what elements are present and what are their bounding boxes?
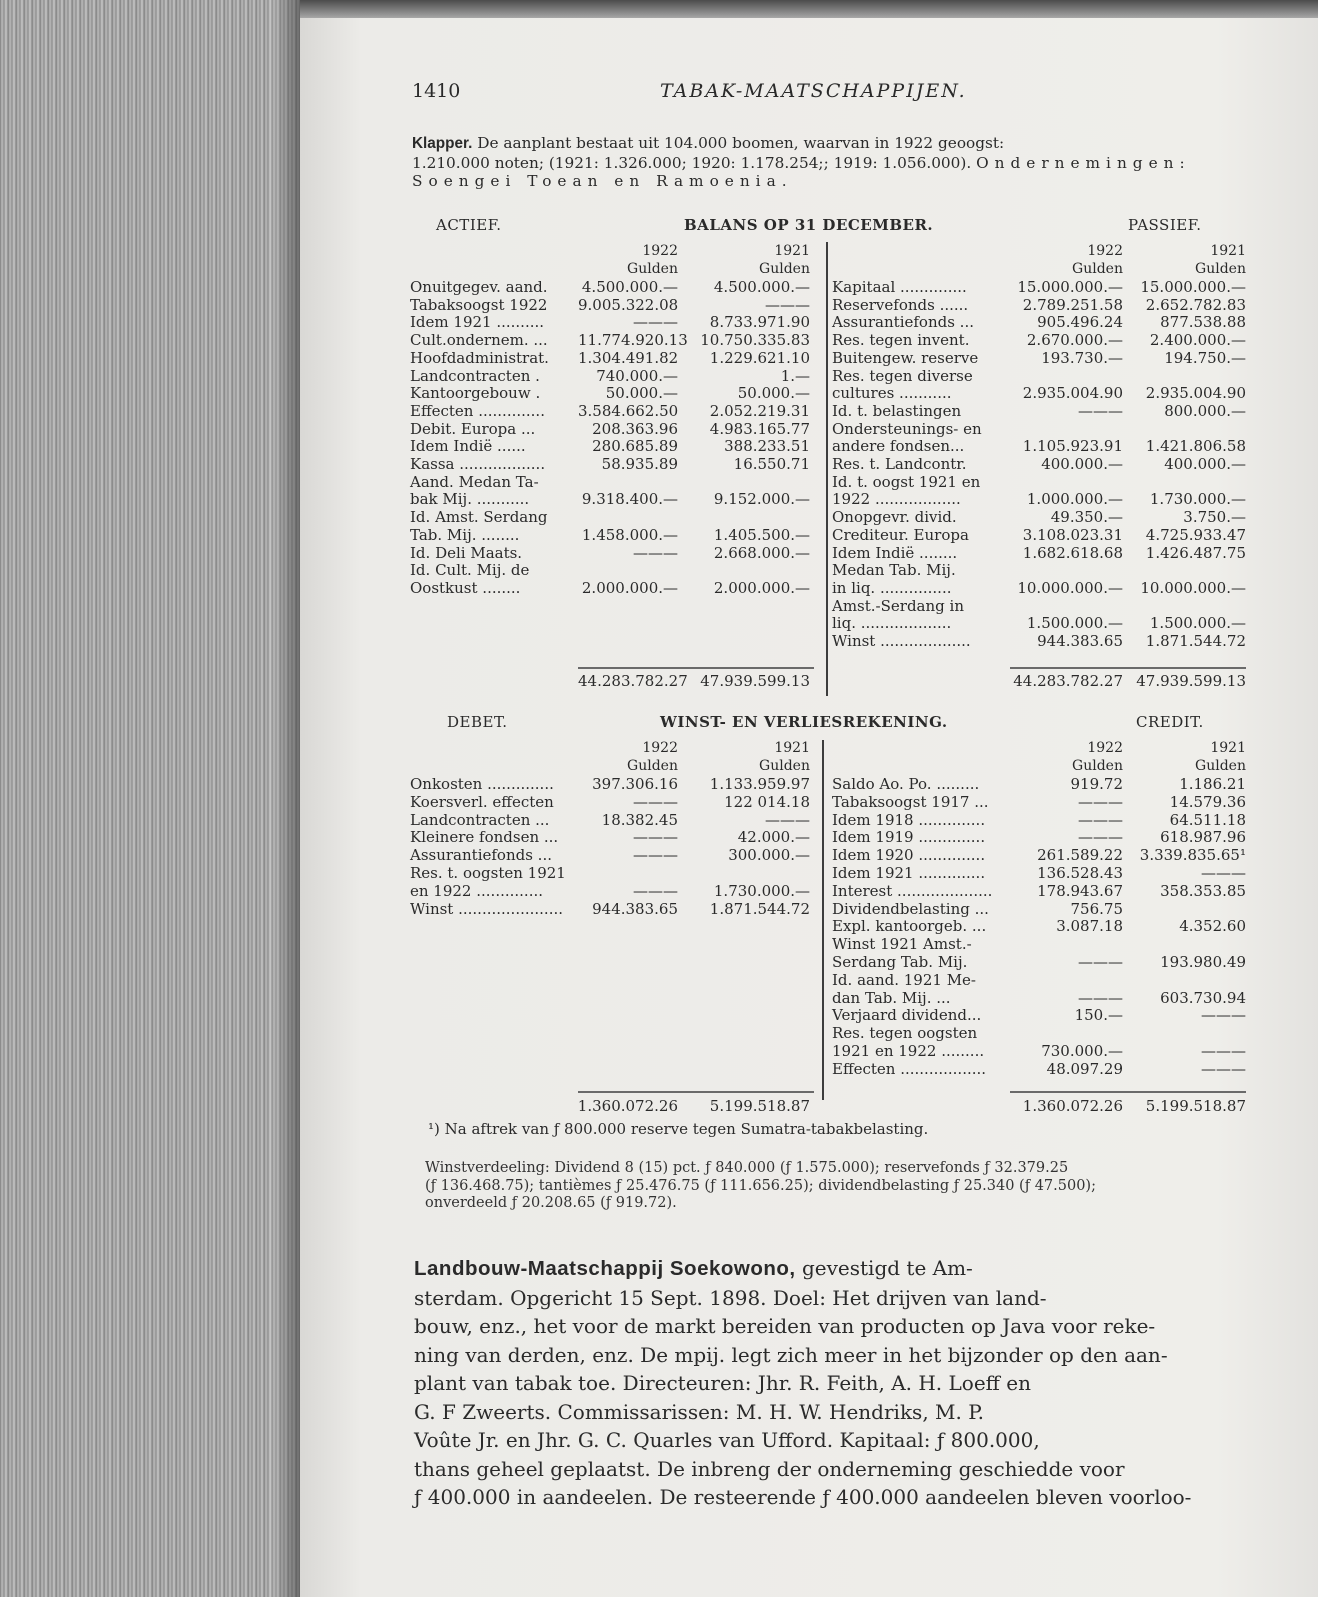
- balans-total-rule-left: [578, 667, 814, 669]
- passief-row-value-1921: 800.000.—: [1164, 401, 1246, 420]
- credit-row-value-1922: 3.087.18: [1056, 917, 1123, 936]
- actief-row-label: Landcontracten .: [410, 366, 540, 385]
- intro-line1: De aanplant bestaat uit 104.000 boomen, waarvan in 1922 geoogst:: [472, 134, 1005, 152]
- passief-row-label: Res. t. Landcontr.: [832, 455, 967, 473]
- debet-row-label: Onkosten ..............: [410, 775, 554, 793]
- actief-row-label: Onuitgegev. aand.: [410, 278, 548, 296]
- passief-row-value-1921: 2.400.000.—: [1149, 331, 1246, 350]
- credit-row-value-1921: 618.987.96: [1160, 828, 1246, 847]
- passief-row-value-1921: 1.500.000.—: [1149, 614, 1246, 633]
- balans-unit-left-1: Gulden: [627, 261, 678, 277]
- company-line: ƒ 400.000 in aandeelen. De resteerende ƒ 400.000 aandeelen bleven voorloo-: [414, 1485, 1192, 1509]
- passief-row-label: andere fondsen...: [832, 437, 965, 456]
- balans-unit-left-2: Gulden: [759, 261, 810, 277]
- balans-total-1921-left: 47.939.599.13: [700, 672, 810, 690]
- passief-row-value-1922: 905.496.24: [1037, 313, 1123, 332]
- debet-row-value-1921: 1.730.000.—: [713, 881, 810, 900]
- passief-row-label: Res. tegen invent.: [832, 331, 970, 350]
- passief-row-value-1922: 2.935.004.90: [1022, 384, 1123, 403]
- wv-unit-left-2: Gulden: [759, 758, 810, 774]
- credit-row-value-1921: 603.730.94: [1160, 988, 1246, 1007]
- passief-row-value-1922: 49.350.—: [1050, 508, 1123, 527]
- passief-row-value-1922: 1.682.618.68: [1022, 543, 1123, 562]
- actief-row-value-1921: ———: [765, 295, 810, 314]
- wv-year-1922-right: 1922: [1087, 740, 1123, 756]
- balans-year-1921-left: 1921: [774, 243, 810, 259]
- company-line: plant van tabak toe. Directeuren: Jhr. R. Feith, A. H. Loeff en: [414, 1371, 1031, 1395]
- passief-row-value-1921: 194.750.—: [1164, 348, 1246, 367]
- actief-row-value-1921: 8.733.971.90: [709, 313, 810, 332]
- actief-row-value-1922: 9.005.322.08: [578, 295, 679, 314]
- credit-row-value-1922: ———: [1078, 810, 1123, 829]
- actief-row-label: bak Mij. ...........: [410, 490, 530, 509]
- credit-row-label: Winst 1921 Amst.-: [832, 935, 972, 954]
- credit-row-label: Idem 1921 ..............: [832, 864, 986, 882]
- book-page-edges: [0, 0, 300, 1597]
- debet-row-value-1921: 300.000.—: [728, 846, 810, 865]
- passief-row-value-1921: 1.421.806.58: [1145, 437, 1246, 456]
- actief-row-value-1922: 2.000.000.—: [581, 578, 678, 597]
- actief-row-value-1921: 10.750.335.83: [700, 331, 810, 350]
- credit-row-label: Id. aand. 1921 Me-: [832, 970, 976, 989]
- debet-row-value-1922: ———: [633, 881, 678, 900]
- debet-row-label: Kleinere fondsen ...: [410, 828, 559, 847]
- wv-total-1921-right: 5.199.518.87: [1145, 1097, 1246, 1115]
- actief-row-value-1921: 1.405.500.—: [713, 525, 810, 544]
- actief-row-label: Hoofdadministrat.: [410, 348, 549, 367]
- actief-row-value-1922: 208.363.96: [592, 419, 678, 438]
- actief-row-label: Idem 1921 ..........: [410, 313, 545, 332]
- credit-row-value-1922: ———: [1078, 792, 1123, 811]
- credit-row-value-1922: 756.75: [1070, 899, 1123, 918]
- passief-row-value-1922: 3.108.023.31: [1022, 525, 1123, 544]
- actief-row-value-1922: ———: [633, 543, 678, 562]
- actief-row-label: Debit. Europa ...: [410, 419, 536, 438]
- company-line: G. F Zweerts. Commissarissen: M. H. W. Hendriks, M. P.: [414, 1399, 984, 1424]
- balans-year-1922-right: 1922: [1087, 243, 1123, 259]
- actief-row-label: Kassa ..................: [410, 455, 546, 473]
- actief-row-label: Idem Indië ......: [410, 437, 526, 456]
- company-paragraph: [414, 1254, 1252, 1512]
- passief-row-value-1922: 1.000.000.—: [1026, 490, 1123, 509]
- actief-row-value-1921: 1.—: [780, 366, 810, 385]
- company-name: Landbouw-Maatschappij Soekowono,: [414, 1257, 796, 1280]
- wv-footnote: ¹) Na aftrek van ƒ 800.000 reserve tegen Sumatra-tabakbelasting.: [428, 1120, 929, 1138]
- credit-row-label: Interest ....................: [832, 881, 993, 900]
- wv-debet-label: DEBET.: [447, 713, 508, 731]
- actief-row-label: Id. Deli Maats.: [410, 543, 523, 562]
- passief-row-label: Buitengew. reserve: [832, 348, 979, 367]
- passief-row-value-1922: 1.500.000.—: [1026, 614, 1123, 633]
- passief-row-value-1922: 400.000.—: [1041, 455, 1123, 473]
- balans-passief-label: PASSIEF.: [1128, 216, 1202, 234]
- balans-divider: [826, 242, 828, 696]
- passief-row-label: Onopgevr. divid.: [832, 508, 957, 527]
- passief-row-label: Winst ...................: [832, 632, 971, 650]
- company-line: thans geheel geplaatst. De inbreng der onderneming geschiedde voor: [414, 1456, 1125, 1481]
- intro-ondernemingen: Ondernemingen:: [976, 153, 1191, 172]
- actief-row-value-1921: 9.152.000.—: [713, 490, 810, 509]
- passief-row-value-1922: 10.000.000.—: [1017, 578, 1123, 597]
- wv-unit-left-1: Gulden: [627, 758, 678, 774]
- credit-row-label: Dividendbelasting ...: [832, 899, 989, 918]
- passief-row-label: Medan Tab. Mij.: [832, 561, 956, 580]
- debet-row-value-1921: ———: [765, 810, 810, 829]
- credit-row-label: Idem 1920 ..............: [832, 846, 986, 865]
- actief-row-value-1921: 16.550.71: [733, 455, 810, 473]
- actief-row-value-1922: 1.304.491.82: [578, 348, 679, 367]
- passief-row-label: Id. t. oogst 1921 en: [832, 472, 981, 491]
- credit-row-value-1921: 64.511.18: [1169, 810, 1246, 829]
- debet-row-value-1921: 122 014.18: [724, 792, 810, 811]
- wv-unit-right-2: Gulden: [1195, 758, 1246, 774]
- debet-row-label: Koersverl. effecten: [410, 792, 554, 811]
- actief-row-label: Id. Cult. Mij. de: [410, 561, 530, 580]
- debet-row-value-1922: ———: [633, 828, 678, 847]
- actief-row-value-1921: 1.229.621.10: [709, 348, 810, 367]
- passief-row-label: liq. ...................: [832, 614, 952, 633]
- intro-line3: Soengei Toean en Ramoenia.: [412, 172, 793, 190]
- passief-row-value-1921: 15.000.000.—: [1140, 278, 1246, 296]
- credit-row-value-1922: 178.943.67: [1037, 881, 1123, 900]
- debet-row-value-1921: 1.133.959.97: [709, 775, 810, 793]
- passief-row-label: in liq. ...............: [832, 578, 952, 597]
- passief-row-value-1922: 2.789.251.58: [1022, 295, 1123, 314]
- balans-unit-right-2: Gulden: [1195, 261, 1246, 277]
- passief-row-value-1921: 4.725.933.47: [1145, 525, 1246, 544]
- debet-row-value-1922: ———: [633, 846, 678, 865]
- actief-row-value-1921: 4.500.000.—: [713, 278, 810, 296]
- credit-row-label: Idem 1919 ..............: [832, 828, 986, 847]
- passief-row-value-1922: ———: [1078, 401, 1123, 420]
- wv-credit-label: CREDIT.: [1136, 713, 1204, 731]
- passief-row-value-1921: 1.871.544.72: [1145, 632, 1246, 650]
- credit-row-label: dan Tab. Mij. ...: [832, 988, 951, 1007]
- credit-row-value-1921: 358.353.85: [1160, 881, 1246, 900]
- passief-row-value-1921: 400.000.—: [1164, 455, 1246, 473]
- passief-row-value-1922: 15.000.000.—: [1017, 278, 1123, 296]
- credit-row-label: Saldo Ao. Po. .........: [832, 775, 980, 793]
- actief-row-value-1921: 2.000.000.—: [713, 578, 810, 597]
- wv-total-rule-left: [578, 1091, 814, 1093]
- balans-total-1922-right: 44.283.782.27: [1013, 672, 1123, 690]
- credit-row-value-1922: 136.528.43: [1037, 864, 1123, 882]
- wv-title: WINST- EN VERLIESREKENING.: [660, 713, 948, 731]
- passief-row-label: cultures ...........: [832, 384, 952, 403]
- wv-total-rule-right: [1010, 1091, 1246, 1093]
- balans-actief-label: ACTIEF.: [436, 216, 502, 234]
- balans-year-1921-right: 1921: [1210, 243, 1246, 259]
- passief-row-label: Kapitaal ..............: [832, 278, 967, 296]
- balans-year-1922-left: 1922: [642, 243, 678, 259]
- actief-row-label: Oostkust ........: [410, 578, 521, 597]
- credit-row-label: Idem 1918 ..............: [832, 810, 986, 829]
- credit-row-value-1921: ———: [1201, 864, 1246, 882]
- actief-row-label: Effecten ..............: [410, 401, 545, 420]
- balans-unit-right-1: Gulden: [1072, 261, 1123, 277]
- actief-row-value-1921: 388.233.51: [724, 437, 810, 456]
- credit-row-value-1922: 150.—: [1074, 1006, 1123, 1025]
- klapper-intro: [412, 134, 1236, 191]
- credit-row-label: Res. tegen oogsten: [832, 1024, 978, 1043]
- actief-row-value-1922: 50.000.—: [605, 384, 678, 403]
- actief-row-value-1921: 4.983.165.77: [709, 419, 810, 438]
- page-number: 1410: [412, 80, 461, 102]
- passief-row-label: Idem Indië ........: [832, 543, 958, 562]
- company-line: Voûte Jr. en Jhr. G. C. Quarles van Ufford. Kapitaal: ƒ 800.000,: [414, 1428, 1040, 1452]
- credit-row-value-1922: ———: [1078, 953, 1123, 971]
- passief-row-value-1921: 2.935.004.90: [1145, 384, 1246, 403]
- winstverdeeling-line: onverdeeld ƒ 20.208.65 (ƒ 919.72).: [425, 1195, 677, 1211]
- credit-row-value-1921: ———: [1201, 1006, 1246, 1025]
- wv-year-1922-left: 1922: [642, 740, 678, 756]
- actief-row-label: Aand. Medan Ta-: [410, 472, 539, 491]
- passief-row-value-1921: 877.538.88: [1160, 313, 1246, 332]
- passief-row-label: Id. t. belastingen: [832, 401, 962, 420]
- passief-row-label: Crediteur. Europa: [832, 525, 969, 544]
- balans-total-1922-left: 44.283.782.27: [578, 672, 688, 690]
- winstverdeeling-line: Winstverdeeling: Dividend 8 (15) pct. ƒ 840.000 (ƒ 1.575.000); reservefonds ƒ 32.379.25: [425, 1160, 1069, 1176]
- balans-total-1921-right: 47.939.599.13: [1136, 672, 1246, 690]
- actief-row-label: Cult.ondernem. ...: [410, 331, 548, 350]
- credit-row-label: Serdang Tab. Mij.: [832, 953, 968, 971]
- passief-row-label: 1922 ..................: [832, 490, 961, 509]
- balans-title: BALANS OP 31 DECEMBER.: [684, 216, 934, 234]
- debet-row-value-1921: 1.871.544.72: [709, 899, 810, 918]
- credit-row-value-1921: ———: [1201, 1059, 1246, 1078]
- intro-lead: Klapper.: [412, 135, 473, 152]
- winstverdeeling-line: (ƒ 136.468.75); tantièmes ƒ 25.476.75 (ƒ 111.656.25); dividendbelasting ƒ 25.340 (ƒ 47.500);: [425, 1177, 1096, 1194]
- company-line: bouw, enz., het voor de markt bereiden van producten op Java voor reke-: [414, 1314, 1156, 1338]
- actief-row-value-1922: 3.584.662.50: [578, 401, 679, 420]
- actief-row-value-1922: 58.935.89: [601, 455, 678, 473]
- company-line: ning van derden, enz. De mpij. legt zich meer in het bijzonder op den aan-: [414, 1342, 1168, 1367]
- actief-row-label: Tab. Mij. ........: [410, 525, 520, 544]
- actief-row-value-1922: 1.458.000.—: [581, 525, 678, 544]
- credit-row-value-1921: 14.579.36: [1169, 792, 1246, 811]
- passief-row-label: Res. tegen diverse: [832, 366, 973, 385]
- balans-total-rule-right: [1010, 667, 1246, 669]
- company-line: gevestigd te Am-: [795, 1256, 973, 1280]
- passief-row-label: Reservefonds ......: [832, 295, 969, 314]
- debet-row-label: Res. t. oogsten 1921: [410, 864, 566, 882]
- passief-row-label: Amst.-Serdang in: [832, 596, 964, 615]
- debet-row-value-1921: 42.000.—: [737, 828, 810, 847]
- actief-row-value-1922: 740.000.—: [596, 366, 678, 385]
- winstverdeeling: [425, 1160, 1235, 1213]
- wv-total-1921-left: 5.199.518.87: [709, 1097, 810, 1115]
- passief-row-label: Ondersteunings- en: [832, 419, 982, 438]
- actief-row-value-1922: 11.774.920.13: [578, 331, 688, 350]
- passief-row-value-1922: 193.730.—: [1041, 348, 1123, 367]
- credit-row-label: Expl. kantoorgeb. ...: [832, 917, 987, 936]
- passief-row-value-1921: 10.000.000.—: [1140, 578, 1246, 597]
- credit-row-value-1922: ———: [1078, 988, 1123, 1007]
- actief-row-value-1922: 280.685.89: [592, 437, 678, 456]
- debet-row-label: Winst ......................: [410, 899, 564, 918]
- wv-divider: [822, 740, 824, 1100]
- credit-row-value-1921: 3.339.835.65¹: [1139, 846, 1246, 865]
- actief-row-value-1921: 2.668.000.—: [713, 543, 810, 562]
- company-line: sterdam. Opgericht 15 Sept. 1898. Doel: Het drijven van land-: [414, 1285, 1047, 1310]
- actief-row-value-1922: ———: [633, 313, 678, 332]
- debet-row-value-1922: 944.383.65: [592, 899, 678, 918]
- wv-total-1922-right: 1.360.072.26: [1022, 1097, 1123, 1115]
- debet-row-value-1922: 18.382.45: [601, 810, 678, 829]
- passief-row-value-1921: 1.426.487.75: [1145, 543, 1246, 562]
- passief-row-value-1922: 944.383.65: [1037, 632, 1123, 650]
- credit-row-value-1922: ———: [1078, 828, 1123, 847]
- actief-row-value-1921: 50.000.—: [737, 384, 810, 403]
- credit-row-label: Verjaard dividend...: [832, 1006, 982, 1025]
- wv-total-1922-left: 1.360.072.26: [577, 1097, 678, 1115]
- intro-line2: 1.210.000 noten; (1921: 1.326.000; 1920: 1.178.254;; 1919: 1.056.000).: [412, 153, 977, 172]
- credit-row-value-1922: 730.000.—: [1041, 1042, 1123, 1060]
- debet-row-label: Assurantiefonds ...: [410, 846, 552, 865]
- passief-row-value-1922: 2.670.000.—: [1026, 331, 1123, 350]
- passief-row-value-1921: 1.730.000.—: [1149, 490, 1246, 509]
- wv-year-1921-left: 1921: [774, 740, 810, 756]
- credit-row-label: Tabaksoogst 1917 ...: [832, 792, 989, 811]
- debet-row-label: Landcontracten ...: [410, 810, 550, 829]
- actief-row-label: Tabaksoogst 1922: [410, 295, 548, 314]
- credit-row-value-1921: 1.186.21: [1179, 775, 1246, 793]
- wv-year-1921-right: 1921: [1210, 740, 1246, 756]
- debet-row-value-1922: 397.306.16: [592, 775, 678, 793]
- credit-row-value-1922: 919.72: [1070, 775, 1123, 793]
- credit-row-value-1921: 4.352.60: [1179, 917, 1246, 936]
- credit-row-value-1921: 193.980.49: [1160, 953, 1246, 971]
- credit-row-label: 1921 en 1922 .........: [832, 1042, 985, 1060]
- passief-row-value-1922: 1.105.923.91: [1022, 437, 1123, 456]
- actief-row-label: Kantoorgebouw .: [410, 384, 541, 403]
- passief-row-value-1921: 2.652.782.83: [1145, 295, 1246, 314]
- actief-row-label: Id. Amst. Serdang: [410, 508, 548, 527]
- actief-row-value-1922: 9.318.400.—: [581, 490, 678, 509]
- actief-row-value-1922: 4.500.000.—: [581, 278, 678, 296]
- credit-row-value-1921: ———: [1201, 1042, 1246, 1060]
- credit-row-value-1922: 261.589.22: [1037, 846, 1123, 865]
- credit-row-value-1922: 48.097.29: [1046, 1059, 1123, 1078]
- credit-row-label: Effecten ..................: [832, 1059, 987, 1078]
- actief-row-value-1921: 2.052.219.31: [709, 401, 810, 420]
- debet-row-value-1922: ———: [633, 792, 678, 811]
- passief-row-value-1921: 3.750.—: [1183, 508, 1246, 527]
- debet-row-label: en 1922 ..............: [410, 881, 544, 900]
- running-title: TABAK-MAATSCHAPPIJEN.: [660, 80, 967, 102]
- wv-unit-right-1: Gulden: [1072, 758, 1123, 774]
- passief-row-label: Assurantiefonds ...: [832, 313, 974, 332]
